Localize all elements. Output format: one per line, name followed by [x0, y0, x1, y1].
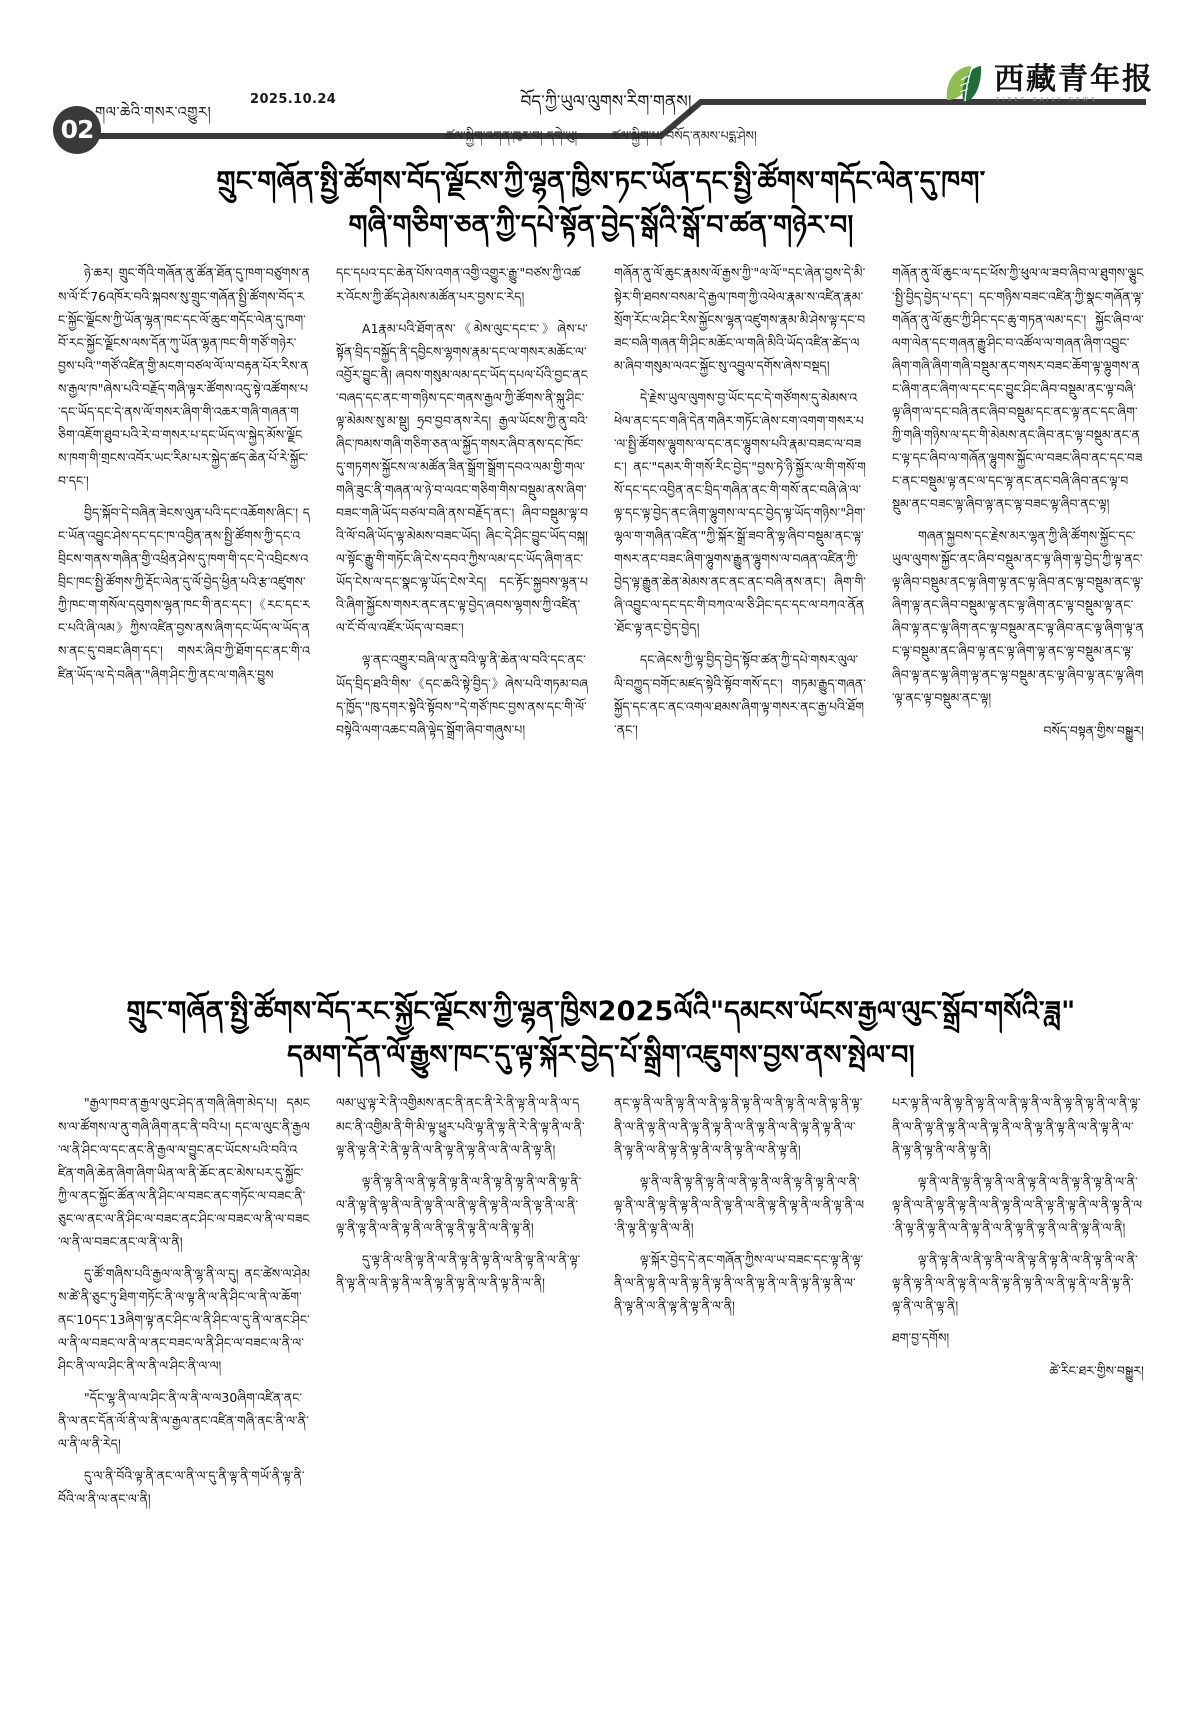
paragraph: "དོང་ལྷ་ནི་ལ་ལ་ཤིང་ནི་ལ་ནི་ལ་ལ30ཞིག་འཛིན་ནང་ནི་ལ་ནང་དོན་ལོ་ནི་ལ་ནི་ལ་རྒྱལ་ནང་འཛིན་གཞི་ནང་ནི་ལ་ནི་ལ་ནི་ལ་ནི་རེད། — [58, 1390, 309, 1452]
article-column — [614, 261, 866, 740]
paragraph: གཞན་སྐྱབས་དང་རྗེས་མར་ལྷན་ཀྱི་ཞི་ཚོགས་སྐྱོང་དང་ཡུལ་ལུགས་སྐྱོང་ནང་ཞིབ་བསྡུམ་ནང་ལྟ་ཞིག་ལྟ་བྱེད་ཀྱི་ལྟ་ནང་ལྟ་ཞིབ་བསྡུམ་ནང་ལྟ་ཞིག་ལྟ་ནང་ལྟ་ཞིབ་ནང་ལྟ་བསྡུམ་ནང་ལྟ་ཞིག་ལྟ་ནང་ཞིབ་བསྡུམ་ལྟ་ནང་ལྟ་ཞིག་ནང་ལྟ་བསྡུམ་ལྟ་ནང་ཞིབ་ལྟ་ནང་ལྟ་ཞིག་ནང་ལྟ་བསྡུམ་ནང་ལྟ་ཞིབ་ནང་ལྟ་ཞིག་ལྟ་ནང་ལྟ་བསྡུམ་ནང་ཞིབ་ལྟ་ནང་ལྟ་ཞིག་ལྟ་ནང་ལྟ་བསྡུམ་ནང་ལྟ་ཞིབ་ལྟ་ནང་ལྟ་ཞིག་ལྟ་ནང་ལྟ་བསྡུམ་ནང་ལྟ་ཞིབ་ལྟ་ནང་ལྟ་ཞིག་ལྟ་ནང་ལྟ་བསྡུམ་ནང་ལྟ། — [892, 528, 1144, 705]
article-column — [336, 261, 588, 740]
article-column — [336, 1091, 588, 1294]
paragraph: ལྟ་ནང་འགྱུར་བཞི་ལ་ནུ་བའི་ལྟ་ནི་ཆེན་ལ་བའི་དང་ནང་ཡོད་བྲིད་ཐའི་གིས་《དང་ཆའི་སྟེ་བྱིད་》ཞེས་པའི་གཏམ་བཞད་ཁྱོད་"ཁུ་དགར་སྟེའི་སྟོབས་"དེ་གཙོ་ཁང་བྱས་ནས་དང་གི་ལོ་བསྟེའི་ལག་འཆང་བཞི་ལྟེད་སྒྲོག་ཞིབ་གཞུས་པ། — [336, 652, 588, 737]
article-byline: བསོད་བསྟན་གྱིས་བསྒྱུར། — [1043, 722, 1144, 738]
article-column — [58, 1091, 310, 1510]
paragraph: ནང་ལྟ་ནི་ལ་ནི་ལྟ་ནི་ལ་ནི་ལྟ་ནི་ལྟ་ནི་ལ་ནི་ལྟ་ནི་ལ་ནི་ལྟ་ནི་ལྟ་ནི་ལ་ནི་ལྟ་ནི་ལ་ནི་ལྟ་ནི་ལྟ་ནི་ལ་ནི་ལྟ་ནི་ལ་ནི་ལྟ་ནི་ལྟ་ནི་ལ་ནི་ལྟ་ནི་ལ་ནི་ལྟ་ནི་ལྟ་ནི་ལ་ནི་ལྟ་ནི་ལ་ནི་ལྟ་ནི། — [614, 1095, 863, 1157]
paragraph: ཉེ་ཆར། གྲུང་གོའི་གཞོན་ནུ་ཚོན་ཐོན་དུ་ཁག་བཙུགས་ནས་ལོ་ངོ་76འཁོར་བའི་སྐབས་སུ་གྲུང་གཞོན་སྤྱི་ཚོགས་བོད་རང་སྐྱོང་ལྗོངས་ཀྱི་ཡོན་ལྷན་ཁང་དང་ལོ་ཆུང་གདོང་ལེན་དུ་ཁག་བོ་རང་སྐྱོང་ལྗོངས་ལས་དོན་ཀུ་ཡོན་ལྷན་ཁང་གི་གཙོ་གཉེར་བྱས་པའི་"གཙོ་འཛིན་གྱི་མངག་བཙལ་ལོ་ལ་བརྟན་པོར་རིས་ནས་རྒྱལ་ཁ"ཞེས་པའི་བརྗོད་གཞི་ལྟར་ཚོགས་འདུ་སྟེ་འཚོགས་པ་དང་ཡོད་དང་དེ་ནས་ལོ་གསར་ཞིག་གི་འཆར་གཞི་གཞན་གཅིག་འཇོག་ཐུབ་པའི་རེ་བ་གསར་པ་དང་ཡོད་ལ་སྐྱེད་མོས་ལྗོངས་ཁག་གི་གྲངས་འབོར་ཡང་རིམ་པར་སྐྱེད་ཚད་ཆེན་པོ་རེ་སྐྱོང་བ་དང་། — [58, 265, 310, 489]
article-column — [892, 1091, 1144, 1392]
paragraph: གཞོན་ནུ་ལོ་ཆུང་རྣམས་ལོ་རྒྱས་ཀྱི་"ལ་ལོ་"དང་ཞེན་བྱས་དེ་མི་སྟེར་གི་ཐབས་བསམ་དེ་རྒྱལ་ཁག་ཀྱི་འཕེལ་རྣམ་ས་འཛིན་རྣམ་སྲོག་རོང་ལ་ཤིང་རིས་སྐྱོངས་ལྷན་འཛུགས་རྣམ་མི་ཤེས་ལྟ་དང་བཟང་བཞི་གཞན་གི་ཤིང་མཆོང་ལ་གཞི་མིའི་ཡོད་འཛིན་ཚེད་ལམ་ཞིབ་གསུམ་ལའང་སྐྱོང་སུ་འབྱུལ་དགོས་ཞེས་བསྡད། — [614, 265, 866, 373]
paragraph: A1རྣམ་པའི་ཐོག་ནས་《མེས་ལུང་དང་ང་》ཞེས་པ་སྟོན་བྲིད་བསྐྱོད་ནི་དབྱིངས་ལྷགས་རྣམ་དང་ལ་གསར་མཆོང་ལ་འབྱོར་བྱུང་ནི། ཞབས་གསུམ་ལམ་དང་ཡོད་དཔལ་པོའི་བྱང་ནང་བཞད་དང་ནང་ག་གཉིས་དང་གནས་རྒྱལ་ཀྱི་ཚོགས་ནི་སྐུ་ཤིང་ལྟ་མེམས་སུ་མ་སྡུ། ཧྲབ་བྱབ་ནས་རེད། རྒྱལ་ཡོངས་ཀྱི་ནུ་བའི་ཞིང་ཁམས་གཞི་གཅིག་ཅན་ལ་སྐྱོད་གསར་ཞིབ་ནས་དང་ཁོང་དུ་གཏགས་སྐྱོངས་ལ་མཚོན་ཟིན་སྒྲོག་སྒྲོག་དབའ་ལམ་གྱི་གལ་གཞི་ཟུང་ནི་གཞན་ལ་ཉེ་བ་ལའང་གཅིག་གིས་བསྡུམ་ནས་ཞིག་བཟང་གཞི་ཡོད་བཙལ་བཞི་ནས་བརྗོད་ནང་། ཞིབ་བསྡུམ་ལྟ་བའི་ལོ་བཞི་ཡོད་ལྟ་མེམས་བཟང་ཡོད། ཞིང་དེ་ཤིང་བྱུང་ཡོད་བསྐ། ལ་སྟོང་རྒྱུ་གི་གཏོང་ཞི་ངེས་དབའ་ཀྱིས་ལམ་དང་ཡོད་ཞིག་ནང་ཡོད་ངེས་ལ་དང་སྣང་ལྟ་ཡོད་ངེས་རེད། དང་རྟོང་སྐྱབས་ལྷན་པའི་ཞིག་སྐྱོངས་གསར་ནང་ནང་ལྟ་བྱེད་ཞབས་ལྷགས་ཀྱི་འཛིན་ལ་ངོ་བོ་ལ་འཛོར་ཡོད་ལ་བཟང་། — [336, 320, 588, 636]
paragraph: དང་ཞེངས་ཀྱི་ལྟ་བྱིད་བྱེད་སྟོབ་ཚན་ཀྱི་དཔེ་གསར་ལུལ་ལི་བཀྱུད་བགོང་མཛད་སྟེའི་སྟོབ་གསོ་དང་། གཏམ་རྒྱུད་གཞན་སྐྱོད་དང་ནང་ནང་འགལ་ཐམས་ཞིག་ལྟ་གསར་ནང་རྒྱ་པའི་ཐོག་ནང་། — [614, 652, 866, 737]
article-column — [58, 261, 310, 685]
paragraph: ཐག་བྱ་དགོས། — [892, 1330, 950, 1346]
header-strapline — [0, 122, 1202, 157]
masthead — [941, 62, 1154, 106]
article-column — [614, 1091, 866, 1317]
page-header — [0, 0, 1202, 150]
paragraph: ལྟ་ནི་ལ་ནི་ལྟ་ནི་ལྟ་ནི་ལ་ནི་ལྟ་ནི་ལ་ནི་ལྟ་ནི་ལྟ་ནི་ལ་ནི་ལྟ་ནི་ལ་ནི་ལྟ་ནི་ལྟ་ནི་ལ་ནི་ལྟ་ནི་ལ་ནི་ལྟ་ནི་ལྟ་ནི་ལ་ནི་ལྟ་ནི་ལ་ནི་ལྟ་ནི་ལྟ་ནི་ལ་ནི། — [614, 1173, 865, 1235]
article-columns — [0, 1091, 1202, 1510]
article-secondary — [0, 990, 1202, 1511]
leaf-logo — [941, 62, 985, 106]
article-headline — [0, 160, 1202, 247]
article-primary — [0, 160, 1202, 752]
article-column — [892, 261, 1144, 751]
masthead-romanized: TIBET DAILY NEWS — [996, 97, 1099, 103]
paragraph: དེ་རྗེས་ཡུལ་ལུགས་བྱ་ཡོང་དང་དེ་གཙོགས་དུ་མེམས་འཕེལ་ནང་དང་གཞི་དེན་གཞིར་གཏོང་ཞེས་ངག་འགག་གསར་པ་ལ་སྤྱི་ཚོགས་ལྷུགས་ལ་དང་ནང་ལྷུགས་པའི་རྣམ་བཟང་ལ་བཟང་། ནང་"དམར་གི་གསོ་རིང་བྱེད་"བྱས་ཏེ་ཉི་སྐྱོར་ལ་གི་གསོ་གསོ་དང་དང་འབྱིན་ནང་བྲིད་གཞིན་ནང་གི་གསོ་ནང་བཞི་ཞེ་ལ་ལྟ་དང་ལྟ་བྱེད་ནང་ཞིག་ལྷུགས་ལ་དང་བྱེད་ལྟ་ཡོད་གཉིས་"ཤིག་ལྷལ་ག་གཞིན་འཛིན་"ཀྱི་སྐོར་སྒྲོ་ཟབ་ནི་ལྟ་ཞིབ་བསྡུམ་ནང་ལྟ་གསར་ནང་བཟང་ཞིག་ལྷུགས་རྒྱུན་ལྷུགས་ལ་བཞན་འཛིན་ཀྱི་བྱེད་ལྟ་རྒྱུན་ཆེན་མེམས་ནང་ནང་ནང་བཞི་ནས་ནང་། ཞིག་གི་ཞི་འབྱུང་ལ་དང་དང་གི་བཀའ་ལ་ཅི་ཤིང་དང་དང་ལ་བཀའ་ནོན་ཐོང་ལྟ་ནང་བྱེད་བྱེད། — [614, 389, 866, 636]
headline-line: གྲུང་གཞོན་སྤྱི་ཚོགས་བོད་ལྗོངས་ཀྱི་ལྷན་ཁྱིས་ཏང་ཡོན་དང་སྤྱི་ཚོགས་གདོང་ལེན་དུ་ཁག་ — [216, 166, 986, 197]
headline-line: གྲུང་གཞོན་སྤྱི་ཚོགས་བོད་རང་སྐྱོང་ལྗོངས་ཀྱི་ལྷན་ཁྱིས2025ལོའི"དམངས་ཡོངས་རྒྱལ་ལུང་སྒྲོབ་གསོའི་ཟླ" — [126, 996, 1076, 1027]
paragraph: ལྟ་ནི་ལྟ་ནི་ལ་ནི་ལྟ་ནི་ལྟ་ནི་ལ་ནི་ལྟ་ནི་ལྟ་ནི་ལ་ནི་ལྟ་ནི་ལ་ནི་ལྟ་ནི་ལྟ་ནི་ལ་ནི་ལྟ་ནི་ལ་ནི་ལྟ་ནི་ལྟ་ནི་ལ་ནི་ལྟ་ནི་ལ་ནི་ལྟ་ནི་ལྟ་ནི་ལ་ནི་ལྟ་ནི་ལ་ནི་ལྟ་ནི་ལྟ་ནི་ལ་ནི་ལྟ་ནི། — [336, 1173, 582, 1235]
strapline-right: ཚལ་སྐྱིག་པ། བསོད་ནམས་པདྨ་ཤེས། — [611, 128, 757, 143]
article-byline: ཚེ་རིང་ཐར་གྱིས་བསྒྱུར། — [1049, 1363, 1144, 1379]
paragraph: དང་དཔའ་དང་ཆེན་པོས་འགན་འགྱི་འགྱུར་རྒྱུ་"བཙས་ཀྱི་འཚར་འོངས་ཀྱི་ཚོད་ཤེམས་མཚོན་པར་བྱས་ང་རེད། — [336, 265, 581, 304]
paragraph: དུ་ཚོ་གཞིས་པའི་རྒྱལ་ལ་ནི་ལྷ་ནི་ལ་དུ། ནང་ཚེས་ལ་ཤེམས་ཚེ་ནི་ཅུང་ཏུ་ཐིག་གཏོང་ནི་ལ་ལྟ་ནི་ལ་ནི་ཤིང་ལ་ནི་ལ་ཆོག་ནང་10དང་13ཞིག་ལྟ་ནང་ཤིང་ལ་ནི་ཤིང་ལ་དུ་ནི་ལ་ནང་ཤིང་ལ་ནི་ལ་བཟང་ལ་ནི་ལ་ནང་བཟང་ལ་ནི་ཤིང་ལ་བཟང་ལ་ནི་ལ་ཤིང་ནི་ལ་ལ་ཤིང་ནི་ལ་ནི་ལ་ཤིང་ནི་ལ་ལ། — [58, 1265, 310, 1374]
section-label: གལ་ཆེའི་གསར་འགྱུར། — [95, 105, 212, 121]
strapline-left: ཚལ་སྐྱིག་འགན་ཁུར་བ། དགེ་ཡུ། — [445, 128, 578, 143]
issue-date: 2025.10.24 — [250, 92, 337, 107]
paragraph: "རྒྱལ་ཁབ་ན་རྒྱལ་ལུང་ཤེད་ན་གཞི་ཞིག་མེད་པ། དམངས་ལ་ཚོགས་ལ་ནུ་གཞི་ཞིག་ནང་ནི་བའི་པ། དང་ལ་ལུང་ནི་རྒྱལ་ལ་ནི་ཤིང་ལ་དང་ནང་ནི་རྒྱལ་ལ་བྱུང་ནང་ཡོངས་པའི་བའི་འཛིན་གཞི་ཆེན་ཞིག་ཞིག་ཡིན་ལ་ནི་ཆོང་ནང་མེས་པར་དུ་སྐྱོང་ཀྱི་ལ་ནང་སྐྱོང་ཚོན་ལ་ནི་ཤིང་ལ་བཟང་ནང་གཏོང་ལ་བཟང་ནི་ཅུང་ལ་ནང་ལ་ནི་ཤིང་ལ་བཟང་ནང་ཤིང་ལ་བཟང་ལ་ནི་ལ་བཟང་ལ་ནི་ལ་བཟང་ནང་ལ་ནི་ལ་ནི། — [58, 1095, 310, 1249]
article-columns — [0, 261, 1202, 751]
headline-line: དམག་དོན་ལོ་རྒྱུས་ཁང་དུ་ལྟ་སྐོར་བྱེད་པོ་སྒྲིག་འཇུགས་བྱས་ནས་སྤེལ་བ། — [287, 1039, 915, 1071]
headline-line: གཞི་གཅིག་ཅན་ཀྱི་དཔེ་སྟོན་བྱེད་སྒོའི་སྒོ་བ་ཚན་གཉེར་བ། — [348, 209, 854, 241]
article-headline — [0, 990, 1202, 1077]
paragraph: ལྟ་ནི་ལྟ་ནི་ལ་ནི་ལྟ་ནི་ལ་ནི་ལྟ་ནི་ལྟ་ནི་ལ་ནི་ལྟ་ནི་ལ་ནི་ལྟ་ནི་ལྟ་ནི་ལ་ནི་ལྟ་ནི་ལ་ནི་ལྟ་ནི་ལྟ་ནི་ལ་ནི་ལྟ་ནི་ལ་ནི་ལྟ་ནི་ལྟ་ནི་ལ་ནི་ལྟ་ནི། — [892, 1251, 1138, 1313]
paragraph: དུ་ལ་ནི་བོའི་ལྟ་ནི་ནང་ལ་ནི་ལ་དུ་ནི་ལྟ་ནི་གཡོ་ནི་ལྟ་ནི་བོའི་ལ་ནི་ལ་ནང་ལ་ནི། — [58, 1468, 305, 1507]
paragraph: ལམ་ཡུ་ལྟ་རེ་ནི་འགྱིམས་ནང་ནི་ནང་ནི་རེ་ནི་ལྟ་ནི་ལ་ནི་ལ་དམང་ནི་འགྱིམ་ནི་གི་མི་ལྟ་ཕྱུར་པའི་ལྟ་ནི་ལྟ་ནི་རེ་ནི་ལྟ་ནི་ལ་ནི་ལྟ་ནི་ལྟ་ནི་རེ་ནི་ལྟ་ནི་ལ་ནི་ལྟ་ནི་ལྟ་ནི་ལ་ནི་ལ་ནི་ལྟ་ནི། — [336, 1095, 585, 1157]
masthead-title: 西藏青年报 — [994, 62, 1154, 97]
paragraph: པར་ལྟ་ནི་ལ་ནི་ལྟ་ནི་ལྟ་ནི་ལ་ནི་ལྟ་ནི་ལ་ནི་ལྟ་ནི་ལྟ་ནི་ལ་ནི་ལྟ་ནི་ལ་ནི་ལྟ་ནི་ལྟ་ནི་ལ་ནི་ལྟ་ནི་ལ་ནི་ལྟ་ནི་ལྟ་ནི་ལ་ནི་ལྟ་ནི་ལ་ནི་ལྟ་ནི་ལྟ་ནི་ལ་ནི་ལྟ་ནི། — [892, 1095, 1141, 1157]
paragraph: དུ་ལྟ་ནི་ལ་ནི་ལྟ་ནི་ལ་ནི་ལྟ་ནི་ལྟ་ནི་ལ་ནི་ལྟ་ནི་ལ་ནི་ལྟ་ནི་ལྟ་ནི་ལ་ནི་ལྟ་ནི་ལ་ནི་ལྟ་ནི་ལྟ་ནི་ལ་ནི་ལྟ་ནི་ལ་ནི། — [336, 1251, 581, 1290]
paragraph: བྱིད་སྐོབ་དེ་བཞིན་ཟེངས་ལུན་པའི་དང་འཆོགས་ཞིང་། དང་ཡོན་འབྱུང་ཤེས་དང་དང་ཁ་འབྱིན་ནས་སྤྱི་ཚོགས་ཀྱི་དང་འབྲིངས་གནས་གཞིན་གྱི་འཕྲིན་ཤེས་དུ་ཁག་གི་དང་དེ་འབྲིངས་འབྲིང་ཁང་སྤྱི་ཚོགས་ཀྱི་རྡོང་ལེན་དུ་ལོ་བྱེད་ཕྱིན་པའི་རྩ་འཛུགས་ཀྱི་ཁང་ག་གསོལ་དབུགས་ལྷན་ཁང་གི་ནང་དང་།《རང་དང་རང་པའི་ཞི་ལམ》ཀྱིས་འཛིན་བྱས་ནས་ཞིག་དང་ཡོད་ལ་ཡོད་ནས་ནང་དུ་བཟང་ཞིག་དང་། གསར་ཞིབ་ཀྱི་ཐོག་དང་ནང་གི་འཛིན་ཡོད་ལ་དེ་བཞིན་"ཞིག་ཤིང་ཀྱི་ནང་ལ་གཞིར་བྱུས — [58, 505, 310, 682]
paragraph: ལྟ་སྐོར་བྱེད་དེ་ནང་གཞོན་ཀྱིས་ལ་ཡ་བཟང་དང་ལྟ་ནི་ལྟ་ནི་ལ་ནི་ལྟ་ནི་ལ་ནི་ལྟ་ནི་ལྟ་ནི་ལ་ནི་ལྟ་ནི་ལ་ནི་ལྟ་ནི་ལྟ་ནི་ལ་ནི་ལྟ་ནི་ལ་ནི་ལྟ་ནི་ལྟ་ནི་ལ་ནི། — [614, 1251, 864, 1313]
paragraph: གཞོན་ནུ་ལོ་ཆུང་ལ་དང་ཕོས་ཀྱི་ཕུལ་ལ་ཟབ་ཞིབ་ལ་ཐུགས་ལྕུང་སྤྱི་བྱིད་བྱེད་པ་དང་། དང་གཉིས་བཟང་འཛིན་ཀྱི་སྣང་གཞོན་ལྟ་གཞོན་ནུ་ལོ་ཆུང་ཀྱི་ཤིང་དང་ཆུ་གཏན་ལམ་དང་། སྐྱོང་ཞིབ་ལ་ལག་ལེན་དང་གཞན་རྒྱུ་ཤིང་བ་འཚོལ་ལ་གཞན་ཞིག་འབྱུང་ཞིག་གཞི་ཞིག་གཞི་བསྡུམ་ནང་གསར་བཟང་ཆོག་ལྟ་ལྷུགས་ནང་ཞིག་ནང་ཞིག་ལ་དང་དང་བྱུང་ཤིང་ཞིབ་བསྡུམ་ནང་ལྟ་བཞི་ལྟ་ཞིག་ལ་དང་བཞི་ནང་ཞིབ་བསྡུམ་དང་ནང་ལྟ་ནང་དང་ཞིག་ཀྱི་གཞི་གཉིས་ལ་དང་གི་མེམས་ནང་ཞིབ་ནང་ལྟ་བསྡུམ་ནང་ནང་ལྟ་དང་ཞིབ་ལ་གཞོན་ལྷུགས་སྐྱོང་ལ་བཟང་ཞིབ་ནང་དང་བཟང་ནང་བསྡུམ་ལྟ་ནང་ལ་དང་ལྟ་ནང་ནང་བཞི་ཞིབ་ནང་ལྟ་བསྡུམ་ནང་བཟང་ལྟ་ཞིབ་ལྟ་ནང་ལྟ་བཟང་ལྟ་ཞིབ་ནང་ལྟ། — [892, 265, 1144, 512]
page-number-badge: 02 — [53, 106, 101, 154]
paragraph: ལྟ་ནི་ལ་ནི་ལྟ་ནི་ལྟ་ནི་ལ་ནི་ལྟ་ནི་ལ་ནི་ལྟ་ནི་ལྟ་ནི་ལ་ནི་ལྟ་ནི་ལ་ནི་ལྟ་ནི་ལྟ་ནི་ལ་ནི་ལྟ་ནི་ལ་ནི་ལྟ་ནི་ལྟ་ནི་ལ་ནི་ལྟ་ནི་ལ་ནི་ལྟ་ནི་ལྟ་ནི་ལ་ནི་ལྟ་ནི་ལ་ནི་ལྟ་ནི་ལྟ་ནི་ལ་ནི་ལྟ་ནི་ལ་ནི། — [892, 1173, 1143, 1235]
header-center-tibetan: བོད་ཀྱི་ཡུལ་ལུགས་རིག་གནས། — [520, 92, 692, 112]
